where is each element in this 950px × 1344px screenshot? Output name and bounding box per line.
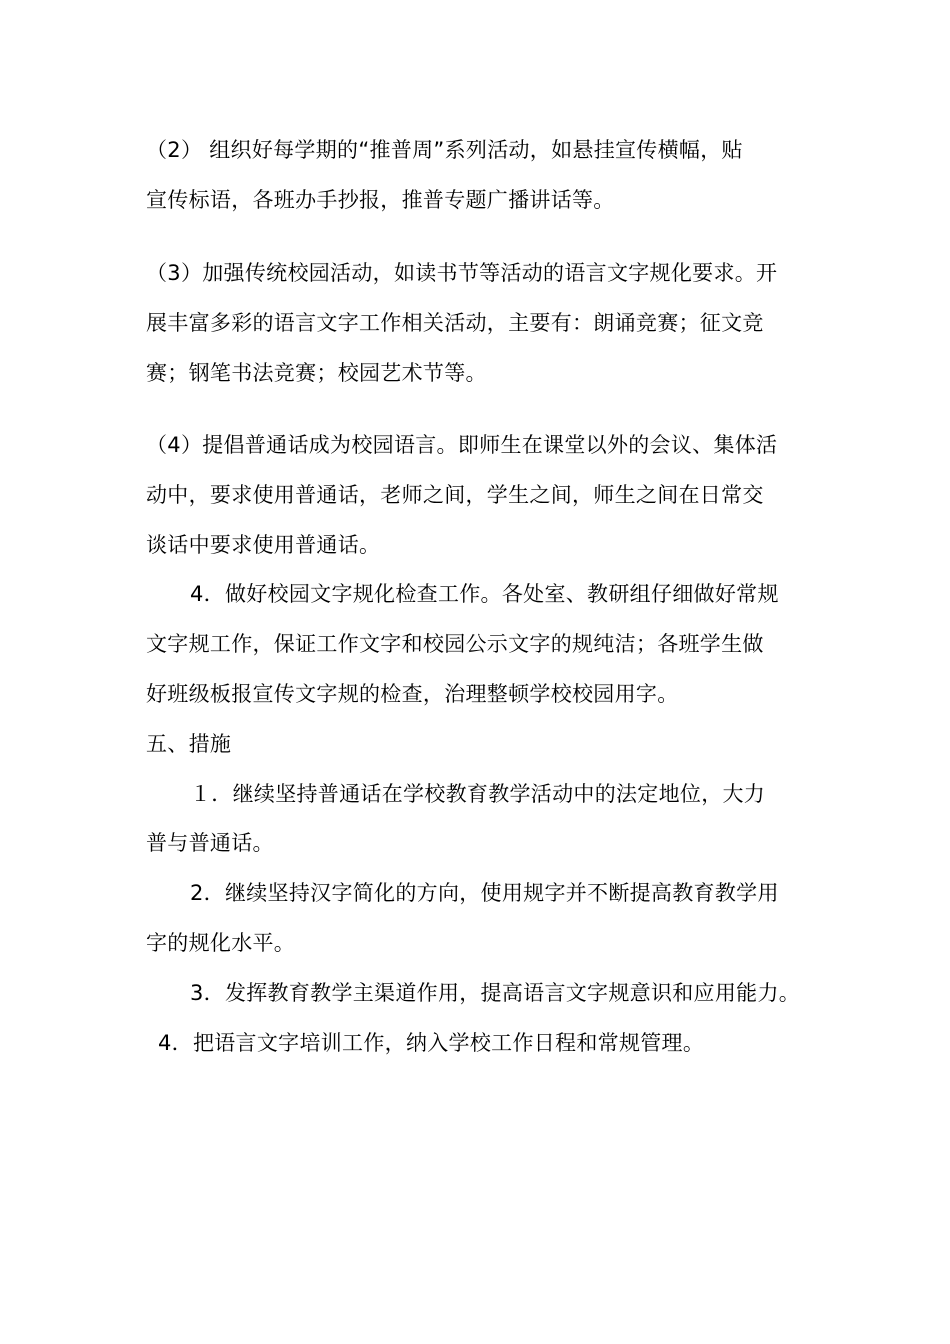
text-line: 4．做好校园文字规化检查工作。各处室、教研组仔细做好常规 — [190, 582, 779, 606]
text-line: １．继续坚持普通话在学校教育教学活动中的法定地位，大力 — [190, 782, 766, 806]
text-line: 展丰富多彩的语言文字工作相关活动，主要有：朗诵竞赛；征文竞 — [146, 311, 764, 335]
text-line: 4．把语言文字培训工作，纳入学校工作日程和常规管理。 — [158, 1031, 705, 1055]
text-line: 普与普通话。 — [146, 831, 274, 855]
text-line: （2） 组织好每学期的“推普周”系列活动，如悬挂宣传横幅，贴 — [146, 138, 743, 162]
text-line: 2．继续坚持汉字简化的方向，使用规字并不断提高教育教学用 — [190, 881, 779, 905]
text-line: 动中，要求使用普通话，老师之间，学生之间，师生之间在日常交 — [146, 483, 764, 507]
text-line: 文字规工作，保证工作文字和校园公示文字的规纯洁；各班学生做 — [146, 632, 764, 656]
text-line: 赛；钢笔书法竞赛；校园艺术节等。 — [146, 361, 487, 385]
text-line: 谈话中要求使用普通话。 — [146, 533, 381, 557]
text-line: （4）提倡普通话成为校园语言。即师生在课堂以外的会议、集体活 — [146, 433, 778, 457]
text-line: 好班级板报宣传文字规的检查，治理整顿学校校园用字。 — [146, 682, 679, 706]
text-line: （3）加强传统校园活动，如读书节等活动的语言文字规化要求。开 — [146, 261, 778, 285]
section-heading: 五、措施 — [146, 732, 232, 756]
text-line: 3．发挥教育教学主渠道作用，提高语言文字规意识和应用能力。 — [190, 981, 801, 1005]
text-line: 字的规化水平。 — [146, 931, 296, 955]
text-line: 宣传标语，各班办手抄报，推普专题广播讲话等。 — [146, 188, 615, 212]
